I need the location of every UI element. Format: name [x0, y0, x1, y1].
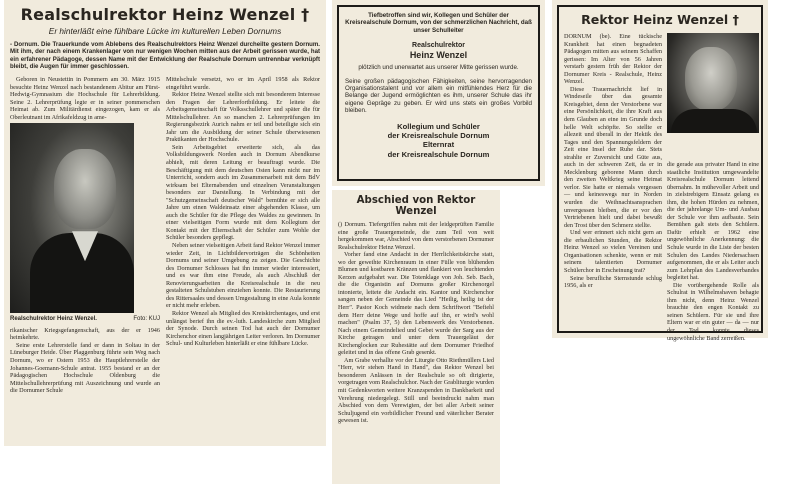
left-column — [564, 33, 662, 290]
portrait-photo — [10, 123, 134, 313]
signature-line: Elternrat — [422, 140, 455, 150]
left-column — [10, 76, 160, 395]
article-columns — [10, 76, 320, 440]
paragraph: Diese Trauernachricht lief in Windeseile über das gesamte Kreisgebiet, denn der Verstorbene war eine Persönlichkeit, die ihre Kraft aus dem Glauben an eine im Grunde doch helle Welt schöpfte. So stellte er allezeit und überall in der Hektik des Tages und den Spannungsfeldern der Zeit eine Insel der Ruhe dar. Stets strahlte er Zuversicht und Güte aus, auch in der schweren Zeit, da er in Mecklenburg geborene Mann durch den zweiten Weltkrieg seine Heimat verlor. Sie hatte er niemals vergessen — und keineswegs nur in Norden wurden die Weihnachtsansprachen unvergessen bleiben, die er vor den Vertriebenen hielt und dabei bewußt den Trost über den Schmerz stellte. — [564, 85, 662, 229]
paragraph: Rektor Wenzel als Mitglied des Kreiskirchentages, und erst unlängst berief ihn die ev.-luth. Landeskirche zum Mitglied der Synode. Durch seinen Tod hat auch der Dornumer Kirchenchor einen langjährigen Leiter verloren. Im Dornumer Schul- und Kulturleben hinterläßt er eine fühlbare Lücke. — [166, 309, 320, 348]
paragraph: Rektor Heinz Wenzel stellte sich mit besonderem Interesse den Fragen der Lehrerfortbildung. Er leitete die Arbeitsgemeinschaft für Volksschullehrer und später die für Mittelschullehrer. An so manchen 2. Lehrerprüfungen im Regierungsbezirk Aurich nahm er teil und beteiligte sich ein Jahr um die Ausbildung der seiner Schule überwiesenen Praktikanten der Hochschule. — [166, 91, 320, 144]
portrait-photo — [667, 33, 759, 133]
farewell-clipping — [332, 190, 500, 484]
portrait-face — [54, 149, 116, 229]
paragraph: Sein Arbeitsgebiet erweiterte sich, als das Volksbildungswerk Norden auch in Dornum Abendkurse abhielt, mit deren Leitung er beauftragt wurde. Die Beschäftigung mit dem deutschen Osten kann nicht nur im Unterricht, sondern auch im Zusammenarbeit mit dem BdV wirksam bei Elternabenden und einzelnen Veranstaltungen besonders zur Darstellung. In Verbindung mit der "Schutzgemeinschaft deutscher Wald" bemühte er sich alle Jahre um einen Waldeinsatz einer abgehenden Klasse, um auch die Schüler für die Pflege des Waldes zu gewinnen. In einer vielseitigen Form wurde mit dem Kollegium der Kontakt mit der Elternschaft der Schüler zum Wohle der Schüler besonders gepflegt. — [166, 143, 320, 242]
paragraph: () Dornum. Tiefergriffen nahm mit der leidgeprüften Familie eine große Trauergemeinde, die zum Teil von weit hergekommen war, Abschied von dem verstorbenen Dornumer Realschulrektor Heinz Wenzel. — [338, 221, 494, 251]
paragraph: Geboren in Neustettin in Pommern am 30. März 1915 besuchte Heinz Wenzel nach bestandenem Abitur am Fürst-Hedwig-Gymnasium die Hochschule für Lehrerbildung. Seine 2. Lehrerprüfung legte er in seiner pommerschen Heimat ab. Zum Militärdienst eingezogen, kam er als Oberleutnant im Afrikafeldzug in ame- — [10, 76, 160, 121]
caption-text: Realschulrektor Heinz Wenzel. — [10, 316, 97, 323]
notice-intro: Tiefbetroffen sind wir, Kollegen und Schüler der Kreisrealschule Dornum, von der schmerzlichen Nachricht, daß unser Schulleiter — [345, 12, 532, 34]
notice-role: Realschulrektor — [412, 42, 465, 50]
paragraph: Und wer erinnert sich nicht gern an die erbaulichen Stunden, die Rektor Heinz Wenzel so vielen Vereinen und Organisationen schenkte, wenn er mit seinem talentierten Dornumer Schülerchor in Erscheinung trat? — [564, 229, 662, 274]
headline: Abschied von Rektor Wenzel — [356, 195, 476, 217]
notice-sentence: Seine großen pädagogischen Fähigkeiten, seine hervorragenden Organisationstalent und vor allem ein mitfühlendes Herz für die Belange der Jugend ermöglichten es ihm, unserer Schule das ihr eigene Gepräge zu geben. Er wird uns stets ein großes Vorbild bleiben. — [345, 77, 532, 115]
headline: Realschulrektor Heinz Wenzel † — [20, 5, 310, 24]
article-body — [338, 221, 494, 425]
paragraph: rikanischer Kriegsgefangenschaft, aus der er 1946 heimkehrte. — [10, 326, 160, 342]
lead-paragraph: - Dornum. Die Trauerkunde vom Ablebens des Realschulrektors Heinz Wenzel durcheilte gestern Dornum. Mit ihm, der nach einem Krankenlager von nur wenigen Wochen mitten aus der Arbeit gerissen wurde, hat ein erfahrener Pädagoge, dessen Name mit der Entwicklung der Realschule Dornum untrennbar verknüpft bleibt, die Augen für immer geschlossen. — [10, 41, 320, 71]
photo-credit: Foto: KUJ — [133, 316, 160, 323]
notice-sentence: plötzlich und unerwartet aus unserer Mitte gerissen wurde. — [358, 64, 519, 72]
right-column — [667, 33, 759, 342]
portrait-suit — [671, 109, 757, 133]
paragraph: Mittelschule versetzt, wo er im April 1958 als Rektor eingeführt wurde. — [166, 76, 320, 91]
death-notice-clipping — [332, 0, 545, 186]
paragraph: Vorher fand eine Andacht in der Herrlichkeitskirche statt, wo der geweihte Kirchenraum in einer Fülle von blühenden Blumen und kostbaren Kränzen und flankiert von leuchtenden Kerzen aufgebahrt war. Die Totenklage von Joh. Seb. Bach, die die Organistin auf Dornums großer Kirchenorgel intonierte, leitete die Andacht ein. Kantor und Kirchenchor sangen neben der Gemeinde das Lied "Heilig, heilig ist der Herr". Pastor Koch widmete nach dem Schriftwort "Befiehl dem Herr deine Wege und hoffe auf ihn, er wird's wohl machen" (Psalm 37, 5) den Lebenswerk des Verstorbenen. Nach einem Gemeindelied und Gebet wurde der Sarg aus der Kirche getragen und unter dem Trauergeläut der Kirchenglocken zur Ruhestätte auf dem Dornumer Friedhof geleitet und in das offene Grab gesenkt. — [338, 251, 494, 357]
notice-border — [337, 5, 540, 181]
portrait-face — [685, 47, 737, 111]
photo-caption — [10, 316, 160, 324]
notice-signature — [345, 122, 532, 160]
paragraph: DORNUM (be). Eine tückische Krankheit hat einen begnadeten Pädagogen mitten aus seinem Schaffen gerissen: Im Alter von 56 Jahren verstarb gestern früh der Rektor der Dornumer Kreis - Realschule, Heinz Wenzel. — [564, 33, 662, 86]
headline: Rektor Heinz Wenzel † — [581, 12, 739, 27]
notice-name: Heinz Wenzel — [409, 50, 468, 61]
paragraph: Seine erste Lehrerstelle fand er dann in Soltau in der Lüneburger Heide. Über Plaggenburg führte sein Weg nach Dornum, wo er Ostern 1953 die Hauptlehrerstelle der Johannes-Goemann-Schule antrat. 1955 bestand er an der Pädagogischen Hochschule Oldenburg die Mittelschullehrerprüfung mit Auszeichnung und wurde an die Dornumer Schule — [10, 341, 160, 395]
paragraph: Neben seiner vielseitigen Arbeit fand Rektor Wenzel immer wieder Zeit, in Lichtbildervorträgen die Schönheiten Dornums und seiner Umgebung zu zeigen. Die Geschichte des Dornumer Schlosses hat ihn immer wieder interessiert, und es war ihm eine Freude, als auch Abschluß der Renovierungsarbeiten die Kreisrealschule in die neu gestalteten Schulstuben einziehen konnte. Die Restaurierung des Rittersaales und dessen Umgestaltung in eine Aula konnte er nicht mehr erleben. — [166, 242, 321, 310]
paragraph: die gerade aus privater Hand in eine staatliche Institution umgewandelte Kreisrealschule Dornum leitend übernahm. In mühevoller Arbeit und in zielstrebigem Einsatz gelang es ihm, die hohen Hürden zu nehmen, die der jahrelange Um- und Ausbau der Schule vor ihm aufbaute. Sein Bemühen galt stets den Schülern. Dafür erhielt er 1962 eine ungewöhnliche Anerkennung: die Schule wurde in die Liste der besten Schulen des Landes Niedersachsen aufgenommen, die er als Leiter auch zum Lehrplan des Landesverbandes begleitet hat. — [667, 161, 759, 282]
paragraph: Seine berufliche Sternstunde schlug 1956, als er — [564, 274, 662, 290]
signature-line: Kollegium und Schüler — [397, 121, 480, 131]
paragraph: Am Grabe verhallte vor der Liturgie Otto Riethmüllers Lied "Herr, wir stehen Hand in Hand", das Rektor Wenzel bei besonderen Anlässen in der Realschule so oft dirigierte, vorgetragen vom Realschulchor. Nach der Grabliturgie wurden mit Gedenkworten weitere Kranzspenden in Dankbarkeit und Verehrung niedergelegt. Still und beeindruckt nahm man Abschied von dem Verewigten, der bei aller Arbeit seiner Schuljugend ein vorbildlicher Freund und väterlicher Berater gewesen ist. — [338, 356, 494, 425]
signature-line: der Kreisrealschule Dornum — [387, 149, 490, 159]
signature-line: der Kreisrealschule Dornum — [387, 131, 490, 141]
obituary-clipping-secondary — [552, 0, 768, 342]
clipping-border — [557, 5, 763, 342]
paragraph: Die vorübergehende Rolle als Schulrat in Wilhelmshaven behagte ihm nicht, denn Heinz Wenzel brauchte den engen Kontakt zu seinen Schülern. Für sie und ihre Eltern war er ein guter — da — nur der Tod konnte dieses ungewöhnliche Band zerreißen. — [667, 281, 759, 342]
subheadline: Er hinterläßt eine fühlbare Lücke im kulturellen Leben Dornums — [48, 26, 282, 36]
obituary-clipping-main — [4, 0, 326, 446]
right-column — [166, 76, 320, 348]
